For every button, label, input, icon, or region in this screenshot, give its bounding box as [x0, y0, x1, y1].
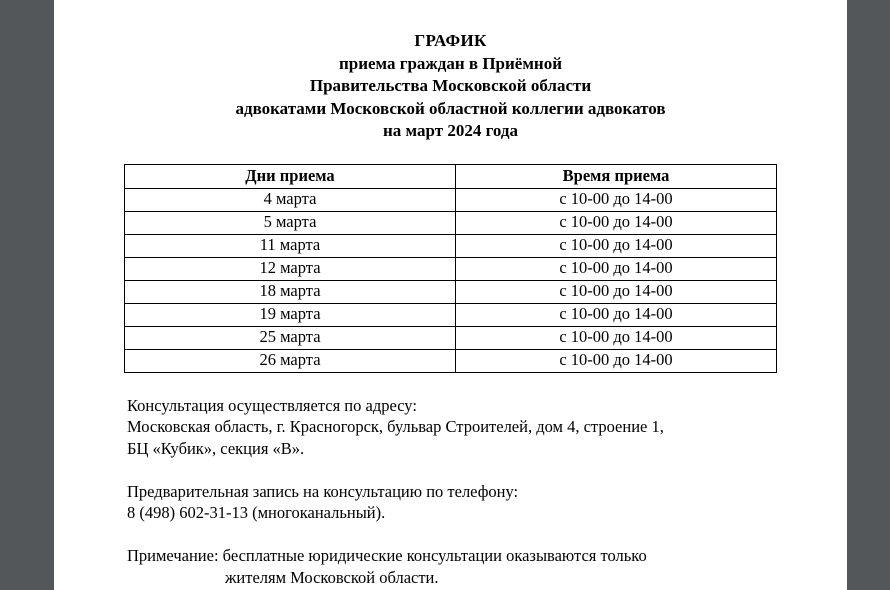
schedule-table-wrapper — [54, 164, 847, 373]
title-line-5: на март 2024 года — [383, 121, 518, 140]
note-line-2: жителям Московской области. — [225, 567, 439, 587]
address-line-3: БЦ «Кубик», секция «В». — [127, 438, 305, 458]
title-line-2: приема граждан в Приёмной — [338, 53, 563, 73]
document-body-text — [127, 395, 847, 589]
cell-day: 18 марта — [125, 280, 456, 303]
cell-day: 11 марта — [125, 234, 456, 257]
table-row — [125, 211, 777, 234]
note-paragraph — [127, 545, 847, 588]
table-row — [125, 257, 777, 280]
column-header-time: Время приема — [456, 164, 777, 188]
table-row — [125, 303, 777, 326]
title-line-4: адвокатами Московской областной коллегии адвокатов — [235, 98, 666, 118]
column-header-days: Дни приема — [125, 164, 456, 188]
schedule-table-body — [125, 188, 777, 372]
schedule-table-head — [125, 164, 777, 188]
cell-day: 25 марта — [125, 326, 456, 349]
title-line-3: Правительства Московской области — [309, 76, 592, 95]
cell-time: с 10-00 до 14-00 — [456, 188, 777, 211]
table-header-row — [125, 164, 777, 188]
schedule-table — [124, 164, 777, 373]
cell-day: 4 марта — [125, 188, 456, 211]
cell-time: с 10-00 до 14-00 — [456, 326, 777, 349]
address-paragraph — [127, 395, 847, 460]
phone-paragraph — [127, 481, 847, 524]
cell-day: 12 марта — [125, 257, 456, 280]
table-row — [125, 326, 777, 349]
document-page — [54, 0, 847, 590]
cell-time: с 10-00 до 14-00 — [456, 303, 777, 326]
cell-time: с 10-00 до 14-00 — [456, 211, 777, 234]
cell-time: с 10-00 до 14-00 — [456, 280, 777, 303]
cell-day: 19 марта — [125, 303, 456, 326]
phone-line-1: Предварительная запись на консультацию по телефону: — [127, 481, 519, 501]
address-line-2: Московская область, г. Красногорск, бульвар Строителей, дом 4, строение 1, — [127, 417, 664, 436]
cell-time: с 10-00 до 14-00 — [456, 234, 777, 257]
cell-day: 5 марта — [125, 211, 456, 234]
table-row — [125, 188, 777, 211]
title-line-1: ГРАФИК — [414, 31, 487, 50]
note-line-1: Примечание: бесплатные юридические консультации оказываются только — [127, 546, 647, 565]
table-row — [125, 234, 777, 257]
cell-time: с 10-00 до 14-00 — [456, 349, 777, 372]
address-line-1: Консультация осуществляется по адресу: — [127, 395, 417, 415]
document-title-block — [54, 0, 847, 143]
cell-day: 26 марта — [125, 349, 456, 372]
phone-number: 8 (498) 602-31-13 (многоканальный). — [127, 503, 386, 522]
table-row — [125, 349, 777, 372]
table-row — [125, 280, 777, 303]
cell-time: с 10-00 до 14-00 — [456, 257, 777, 280]
